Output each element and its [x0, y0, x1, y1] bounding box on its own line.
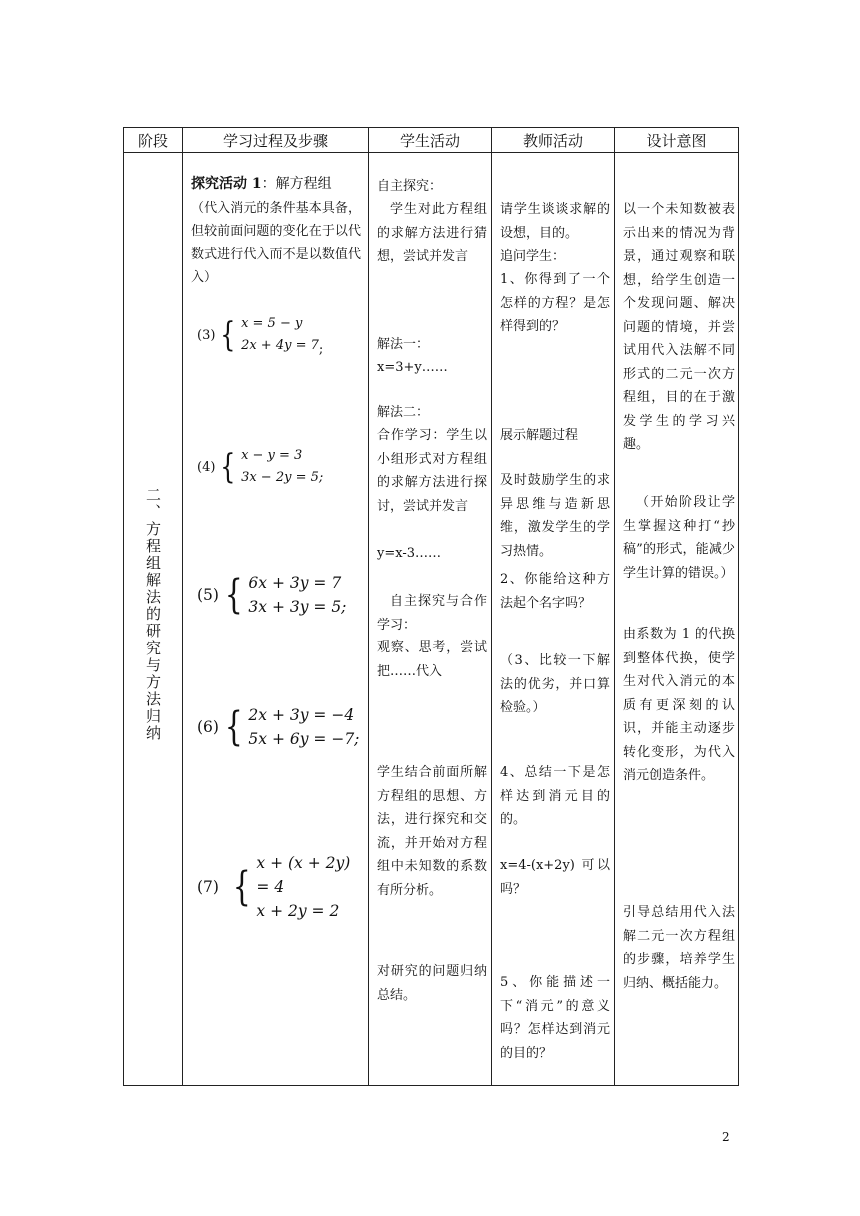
table-header-row: [124, 128, 739, 153]
header-design: 设计意图: [615, 128, 739, 153]
brace-icon: {: [224, 572, 243, 618]
activity-note: （代入消元的条件基本具备，但较前面问题的变化在于以代数式进行代入而不是以数值代入）: [191, 201, 361, 285]
teacher-text: 1、你得到了一个怎样的方程？是怎样得到的？: [500, 272, 610, 334]
header-student: 学生活动: [369, 128, 492, 153]
student-text: 观察、思考，尝试把……代入: [377, 640, 487, 679]
equation-number: (6): [197, 718, 219, 736]
equation-system-7: [197, 851, 368, 923]
teacher-text: x=4-(x+2y) 可以吗？: [500, 858, 610, 897]
equation-line: 3x + 3y = 5;: [248, 598, 347, 616]
teacher-text: 及时鼓励学生的求异思维与造新思维，激发学生的学习热情。: [500, 473, 610, 559]
stage-cell: [124, 153, 183, 1086]
teacher-text: 5、你能描述一下“消元”的意义吗？怎样达到消元的目的？: [500, 975, 610, 1061]
student-text: 合作学习：学生以小组形式对方程组的求解方法进行探讨，尝试并发言: [377, 428, 487, 514]
design-text: 由系数为 1 的代换到整体代换，使学生对代入消元的本质有更深刻的认识，并能主动逐步转化变形，为代入消元创造条件。: [623, 627, 735, 783]
teacher-text: （3、比较一下解法的优劣，并口算检验。）: [500, 653, 610, 715]
equation-system-4: [197, 445, 323, 489]
student-text: 对研究的问题归纳总结。: [377, 964, 487, 1003]
page-number: 2: [722, 1130, 730, 1144]
equation-system-5: [197, 571, 346, 619]
equation-line: x + (x + 2y) = 4: [256, 854, 351, 896]
equation-line: 6x + 3y = 7: [248, 574, 342, 592]
equation-number: (7): [197, 878, 219, 896]
equation-line: 3x − 2y = 5;: [241, 470, 324, 485]
equation-system-3: [197, 313, 323, 357]
brace-icon: {: [232, 864, 251, 910]
student-text: y=x-3……: [377, 546, 442, 561]
activity-title-bold: 探究活动 1: [191, 176, 262, 192]
student-text: 自主探究与合作学习：: [377, 594, 487, 633]
equation-number: (4): [197, 459, 216, 475]
teacher-text: 4、总结一下是怎样达到消元目的的。: [500, 765, 610, 827]
student-text: 自主探究：: [377, 179, 443, 194]
design-text: （开始阶段让学生掌握这种打“抄稿”的形式，能减少学生计算的错误。）: [623, 495, 735, 581]
brace-icon: {: [224, 704, 243, 750]
equation-line: x + 2y = 2: [256, 902, 340, 920]
equation-system-6: [197, 703, 359, 751]
lesson-plan-table: [123, 127, 739, 1086]
student-text: 学生结合前面所解方程组的思想、方法，进行探究和交流，并开始对方程组中未知数的系数有所分析。: [377, 765, 487, 898]
teacher-text: 2、你能给这种方法起个名字吗？: [500, 572, 610, 611]
process-cell: [183, 153, 369, 1086]
equation-line: x − y = 3: [241, 448, 303, 463]
design-text: 引导总结用代入法解二元一次方程组的步骤，培养学生归纳、概括能力。: [623, 905, 735, 991]
header-process: 学习过程及步骤: [183, 128, 369, 153]
student-text: 解法一：: [377, 337, 430, 352]
student-text: 解法二：: [377, 405, 430, 420]
student-text: 学生对此方程组的求解方法进行猜想，尝试并发言: [377, 202, 487, 264]
equation-line: 2x + 4y = 7: [241, 338, 319, 353]
design-cell: [615, 153, 739, 1086]
teacher-cell: [492, 153, 615, 1086]
teacher-text: 请学生谈谈求解的设想，目的。: [500, 202, 610, 241]
teacher-text: 追问学生：: [500, 249, 566, 264]
student-cell: [369, 153, 492, 1086]
student-text: x=3+y……: [377, 360, 448, 375]
design-text: 以一个未知数被表示出来的情况为背景，通过观察和联想，给学生创造一个发现问题、解决问题的情境，并尝试用代入法解不同形式的二元一次方程组，目的在于激发学生的学习兴趣。: [623, 202, 735, 452]
stage-label: 二、方程组解法的研究与方法归纳: [144, 487, 162, 742]
equation-tail: ;: [318, 342, 324, 357]
activity-title: [191, 173, 361, 197]
table-body-row: [124, 153, 739, 1086]
teacher-text: 展示解题过程: [500, 428, 579, 443]
brace-icon: {: [220, 315, 236, 355]
header-stage: 阶段: [124, 128, 183, 153]
equation-number: (5): [197, 586, 219, 604]
equation-number: (3): [197, 327, 216, 343]
equation-line: 2x + 3y = −4: [248, 706, 355, 724]
equation-line: 5x + 6y = −7;: [248, 730, 360, 748]
activity-title-rest: ：解方程组: [261, 176, 332, 192]
header-teacher: 教师活动: [492, 128, 615, 153]
equation-line: x = 5 − y: [241, 316, 303, 331]
brace-icon: {: [220, 447, 236, 487]
